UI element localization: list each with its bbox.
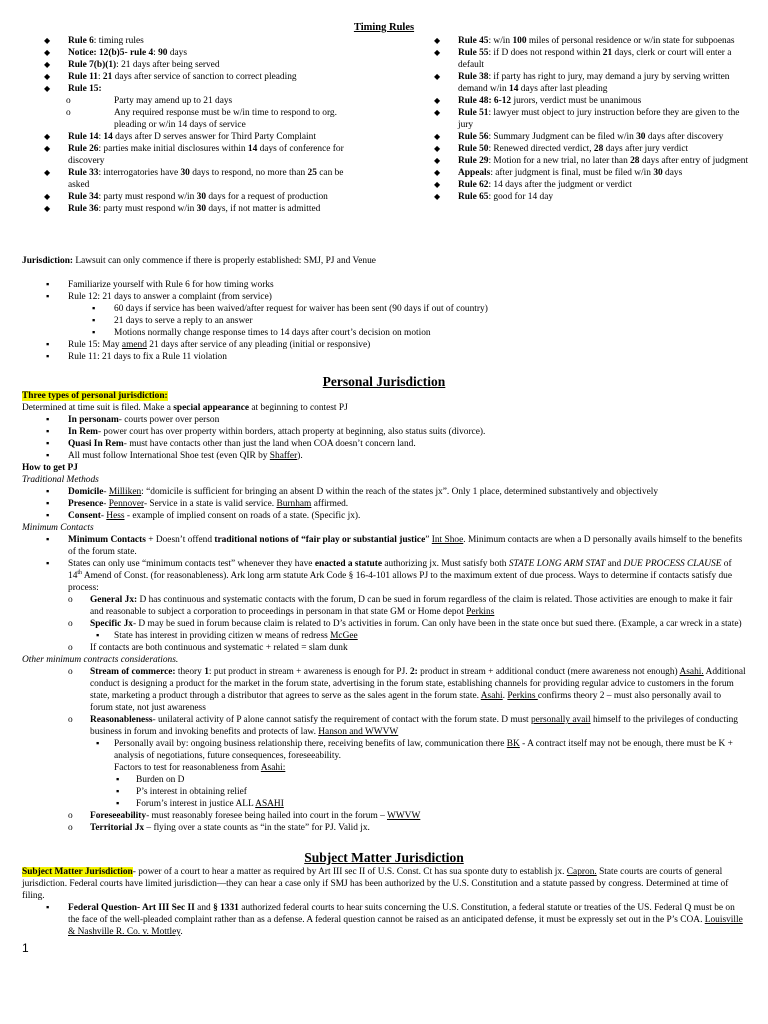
list-item: ◆ Rule 56: Summary Judgment can be filed w/in 30 days after discovery <box>412 131 752 143</box>
asahi-factors-list <box>22 774 746 810</box>
pj-types-label: Three types of personal jurisdiction: <box>22 391 168 401</box>
timing-rules-title: Timing Rules <box>353 22 415 33</box>
list-item: ▪ All must follow International Shoe test (even QIR by Shaffer). <box>22 450 746 462</box>
list-item: ◆ Rule 33: interrogatories have 30 days to respond, no more than 25 can be asked <box>22 167 362 191</box>
other-considerations-list <box>22 666 746 834</box>
minimum-contacts-label: Minimum Contacts <box>22 523 94 533</box>
list-item: ◆ Rule 62: 14 days after the judgment or verdict <box>412 179 752 191</box>
list-item: ▪ Consent- Hess - example of implied consent on roads of a state. (Specific jx). <box>22 510 746 522</box>
list-item: ◆ Rule 34: party must respond w/in 30 days for a request of production <box>22 191 362 203</box>
list-item: o Foreseeability- must reasonably foresee being hailed into court in the forum – WWVW <box>22 810 746 822</box>
smj-paragraph: Subject Matter Jurisdiction- power of a court to hear a matter as required by Art III sec II of U.S. Const. Ct has sua sponte duty to establish jx. Capron. State courts are courts of general jurisdiction. Federal courts have limited jurisdiction—they can hear a case only if SMJ has been authorized by the U.S. Constitution and a statute passed by congress. Determined at time of filing. <box>22 867 729 901</box>
list-item: o Reasonableness- unilateral activity of P alone cannot satisfy the requirement of contact with the forum state. D must personally avail himself to the privileges of conducting business in forum and invoking benefits and protects of law. Hanson and WWVW ▪ Personally avail by: ongoing business relationship there, receiving benefits of law, communication there BK - A contract itself may not be enough, there must be K + analysis of negotiations, future consequences, foreseeability. Factors to test for reasonableness from Asahi: ▪ Burden on D ▪ P’s interest in obtaining relief ▪ Forum’s interest in justice ALL ASAHI <box>22 714 746 810</box>
list-item: o Specific Jx- D may be sued in forum because claim is related to D’s activities in forum. Can only have been in the state once but sued there. (Example, a car wreck in a state) ▪ State has interest in providing citizen w means of redress McGee <box>22 618 746 642</box>
list-item: ▪ Forum’s interest in justice ALL ASAHI <box>22 798 746 810</box>
how-to-get-pj: How to get PJ <box>22 463 78 473</box>
left-rules-list <box>22 35 362 215</box>
list-item: ▪ Rule 11: 21 days to fix a Rule 11 violation <box>22 351 746 363</box>
list-item: ◆ Rule 45: w/in 100 miles of personal residence or w/in state for subpoenas <box>412 35 752 47</box>
list-item: o If contacts are both continuous and systematic + related = slam dunk <box>22 642 746 654</box>
pj-types-list <box>22 414 746 462</box>
list-item: ◆ Rule 55: if D does not respond within 21 days, clerk or court will enter a default <box>412 47 752 71</box>
list-item: ◆ Rule 6: timing rules <box>22 35 362 47</box>
list-item: ▪ States can only use “minimum contacts test” whenever they have enacted a statute authorizing jx. Must satisfy both STATE LONG ARM STAT and DUE PROCESS CLAUSE of 14th Amend of Const. (for reasonableness). Ark long arm statute Ark Code § 16-4-101 allows PJ to the maximum extent of due process. Ways to determine if contacts satisfy due process: o General Jx: D has continuous and systematic contacts with the forum, D can be sued in forum regardless of the claim is related. Those activities are enough to make it fair and reasonable to subject a corporation to proceedings in personam in that state GM or Home depot Perkins o Specific Jx- D may be sued in forum because claim is related to D’s activities in forum. Can only have been in the state once but sued there. (Example, a car wreck in a state) ▪ State has interest in providing citizen w means of redress McGee o If contacts are both continuous and systematic + related = slam dunk <box>22 558 746 654</box>
list-item: ◆ Rule 15: o Party may amend up to 21 days o Any required response must be w/in time to respond to org. pleading or w/in 14 days of service <box>22 83 362 131</box>
list-item: ▪ In Rem- power court has over property within borders, attach property at beginning, also status suits (divorce). <box>22 426 746 438</box>
due-process-sublist <box>22 594 746 654</box>
list-item: ▪ 60 days if service has been waived/after request for waiver has been sent (90 days if out of country) <box>22 303 746 315</box>
list-item: ▪ Rule 15: May amend 21 days after service of any pleading (initial or responsive) <box>22 339 746 351</box>
list-item: o Party may amend up to 21 days <box>44 95 362 107</box>
list-item: ◆ Rule 38: if party has right to jury, may demand a jury by serving written demand w/in 14 days after last pleading <box>412 71 752 95</box>
right-rules-list <box>412 35 752 203</box>
list-item: ▪ Domicile- Milliken: “domicile is sufficient for bringing an absent D within the reach of the states jx”. Only 1 place, determined substantively and objectively <box>22 486 746 498</box>
timing-notes-list <box>22 279 746 363</box>
timing-left-column <box>22 35 362 215</box>
list-item: ▪ Federal Question- Art III Sec II and § 1331 authorized federal courts to hear suits concerning the U.S. Constitution, a federal statute or treaties of the US. Federal Q must be on the face of the well-pleaded complaint rather than as a defense. A federal question cannot be raised as an anticipated defense, it must be expressly set out in the P’s COA. Louisville & Nashville R. Co. v. Mottley. <box>22 902 746 938</box>
smj-list <box>22 902 746 938</box>
timing-right-column <box>412 35 752 203</box>
list-item: ◆ Rule 65: good for 14 day <box>412 191 752 203</box>
jurisdiction-section <box>22 255 746 363</box>
list-item: ◆ Notice: 12(b)5- rule 4: 90 days <box>22 47 362 59</box>
list-item: ▪ Rule 12: 21 days to answer a complaint (from service) ▪ 60 days if service has been waived/after request for waiver has been sent (90 days if out of country) ▪ 21 days to serve a reply to an answer ▪ Motions normally change response times to 14 days after court’s decision on motion <box>22 291 746 339</box>
list-item: ◆ Rule 51: lawyer must object to jury instruction before they are given to the jury <box>412 107 752 131</box>
list-item: ▪ Minimum Contacts + Doesn’t offend traditional notions of “fair play or substantial justice” Int Shoe. Minimum contacts are when a D personally avails himself to the benefits of the forum state. <box>22 534 746 558</box>
list-item: ▪ 21 days to serve a reply to an answer <box>22 315 746 327</box>
list-item: ▪ Quasi In Rem- must have contacts other than just the land when COA doesn’t concern land. <box>22 438 746 450</box>
list-item: ▪ Motions normally change response times to 14 days after court’s decision on motion <box>22 327 746 339</box>
list-item: ▪ Presence- Pennover- Service in a state is valid service. Burnham affirmed. <box>22 498 746 510</box>
rule12-sublist <box>22 303 746 339</box>
list-item: ▪ Burden on D <box>22 774 746 786</box>
specific-jx-sublist <box>22 630 746 642</box>
traditional-methods-label: Traditional Methods <box>22 475 99 485</box>
list-item: ▪ In personam- courts power over person <box>22 414 746 426</box>
jurisdiction-paragraph: Jurisdiction: Lawsuit can only commence if there is properly established: SMJ, PJ and Venue <box>22 256 376 266</box>
list-item: ◆ Rule 7(b)(1): 21 days after being served <box>22 59 362 71</box>
traditional-methods-list <box>22 486 746 522</box>
smj-section <box>22 850 746 938</box>
list-item: o Any required response must be w/in time to respond to org. pleading or w/in 14 days of service <box>44 107 362 131</box>
list-item: ▪ State has interest in providing citizen w means of redress McGee <box>22 630 746 642</box>
list-item: ◆ Rule 50: Renewed directed verdict, 28 days after jury verdict <box>412 143 752 155</box>
list-item: ◆ Rule 26: parties make initial disclosures within 14 days of conference for discovery <box>22 143 362 167</box>
other-considerations-label: Other minimum contracts considerations. <box>22 655 179 665</box>
pj-heading: Personal Jurisdiction <box>322 374 446 389</box>
minimum-contacts-list <box>22 534 746 654</box>
list-item: ◆ Appeals: after judgment is final, must be filed w/in 30 days <box>412 167 752 179</box>
list-item: ▪ Personally avail by: ongoing business relationship there, receiving benefits of law, communication there BK - A contract itself may not be enough, there must be K + analysis of negotiations, future consequences, foreseeability. Factors to test for reasonableness from Asahi: ▪ Burden on D ▪ P’s interest in obtaining relief ▪ Forum’s interest in justice ALL ASAHI <box>22 738 746 810</box>
rule15-sublist <box>44 95 362 131</box>
list-item: o Stream of commerce: theory 1: put product in stream + awareness is enough for PJ. 2: product in stream + additional conduct (mere awareness not enough) Asahi. Additional conduct is designing a product for the market in the forum state, advertising in the forum state, establishing channels for providing regular advice to customers in the forum state, marketing a product through a distributor that agrees to serve as the sales agent in the forum state. Asahi. Perkins confirms theory 2 – must also personally avail to forum state, not just awareness <box>22 666 746 714</box>
list-item: ▪ P’s interest in obtaining relief <box>22 786 746 798</box>
list-item: ◆ Rule 48: 6-12 jurors, verdict must be unanimous <box>412 95 752 107</box>
list-item: o General Jx: D has continuous and systematic contacts with the forum, D can be sued in forum regardless of the claim is related. Those activities are enough to make it fair and reasonable to subject a corporation to proceedings in personam in that state GM or Home depot Perkins <box>22 594 746 618</box>
personal-jurisdiction-section <box>22 374 746 834</box>
list-item: ◆ Rule 36: party must respond w/in 30 days, if not matter is admitted <box>22 203 362 215</box>
reasonableness-sublist <box>22 738 746 810</box>
list-item: ◆ Rule 29: Motion for a new trial, no later than 28 days after entry of judgment <box>412 155 752 167</box>
list-item: ◆ Rule 11: 21 days after service of sanction to correct pleading <box>22 71 362 83</box>
smj-heading: Subject Matter Jurisdiction <box>304 850 464 865</box>
pj-determined: Determined at time suit is filed. Make a special appearance at beginning to contest PJ <box>22 403 348 413</box>
page-number: 1 <box>22 941 29 955</box>
list-item: o Territorial Jx – flying over a state counts as “in the state” for PJ. Valid jx. <box>22 822 746 834</box>
list-item: ▪ Familiarize yourself with Rule 6 for how timing works <box>22 279 746 291</box>
list-item: ◆ Rule 14: 14 days after D serves answer for Third Party Complaint <box>22 131 362 143</box>
